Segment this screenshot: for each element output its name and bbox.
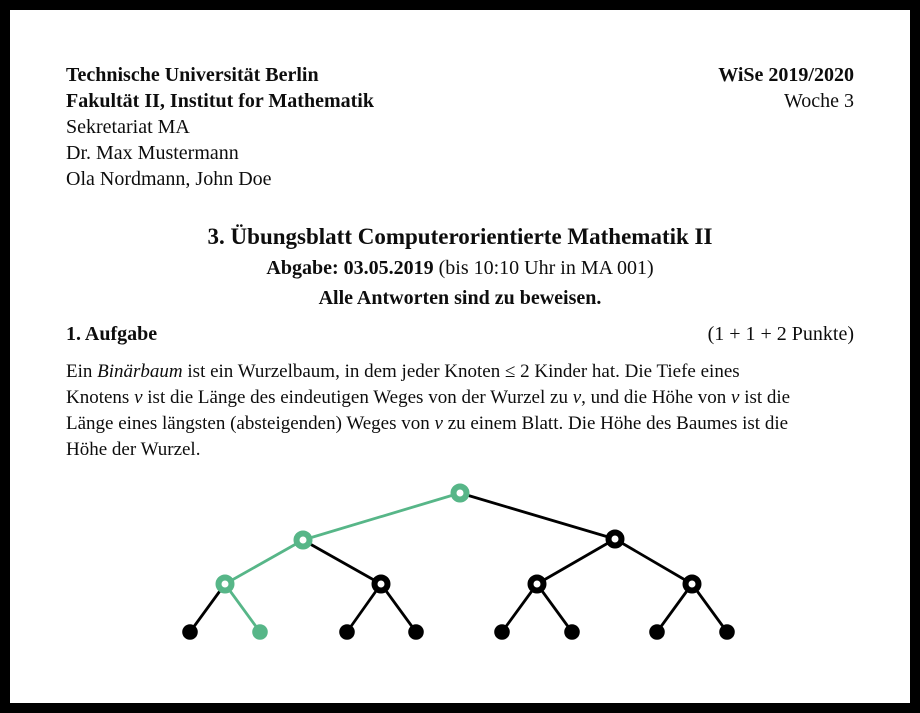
text-segment: Länge eines längsten (absteigenden) Weges von	[66, 413, 435, 434]
tree-node-internal	[454, 487, 467, 500]
tree-node-internal	[531, 578, 544, 591]
text-segment: ist ein Wurzelbaum, in dem jeder Knoten ≤ 2 Kinder hat. Die Tiefe eines	[182, 361, 740, 382]
page-title: 3. Übungsblatt Computerorientierte Mathematik II	[207, 224, 713, 249]
header-right-line: Woche 3	[783, 90, 854, 112]
tree-edge	[303, 493, 460, 540]
math-italic-term: v	[434, 413, 443, 434]
math-italic-term: v	[731, 387, 740, 408]
proof-note: Alle Antworten sind zu beweisen.	[318, 287, 602, 309]
tree-node-leaf	[182, 624, 198, 640]
header-line: Ola Nordmann, John Doe	[66, 168, 272, 190]
tree-edge	[460, 493, 615, 539]
tree-node-leaf	[719, 624, 735, 640]
text-segment: Knotens	[66, 387, 135, 408]
exercise-points: (1 + 1 + 2 Punkte)	[707, 323, 854, 345]
math-italic-term: Binärbaum	[97, 361, 183, 382]
tree-node-internal	[375, 578, 388, 591]
text-segment: Höhe der Wurzel.	[66, 439, 201, 460]
text-segment: ist die Länge des eindeutigen Weges von der Wurzel zu	[142, 387, 573, 408]
tree-edge	[537, 539, 615, 584]
deadline-details: (bis 10:10 Uhr in MA 001)	[433, 257, 654, 279]
math-italic-term: v	[572, 387, 582, 408]
exercise-heading: 1. Aufgabe	[66, 323, 158, 345]
tree-node-leaf	[564, 624, 580, 640]
tree-node-internal	[609, 533, 622, 546]
tree-node-leaf	[252, 624, 268, 640]
header-line: Technische Universität Berlin	[66, 64, 319, 86]
text-segment: ist die	[739, 387, 791, 408]
tree-node-internal	[297, 534, 310, 547]
text-segment: , und die Höhe von	[581, 387, 731, 408]
tree-node-internal	[219, 578, 232, 591]
header-line: Sekretariat MA	[66, 116, 190, 138]
binary-tree-diagram	[10, 10, 910, 703]
deadline-date: Abgabe: 03.05.2019	[266, 257, 434, 279]
text-segment: zu einem Blatt. Die Höhe des Baumes ist die	[442, 413, 789, 434]
header-line: Fakultät II, Institut for Mathematik	[66, 90, 374, 112]
tree-edge	[225, 540, 303, 584]
tree-node-leaf	[649, 624, 665, 640]
text-segment: Ein	[66, 361, 98, 382]
tree-edge	[615, 539, 692, 584]
tree-node-leaf	[339, 624, 355, 640]
tree-edge	[303, 540, 381, 584]
tree-node-leaf	[494, 624, 510, 640]
header-line: Dr. Max Mustermann	[66, 142, 239, 164]
tree-node-internal	[686, 578, 699, 591]
tree-node-leaf	[408, 624, 424, 640]
header-right-line: WiSe 2019/2020	[718, 64, 854, 86]
math-italic-term: v	[134, 387, 143, 408]
